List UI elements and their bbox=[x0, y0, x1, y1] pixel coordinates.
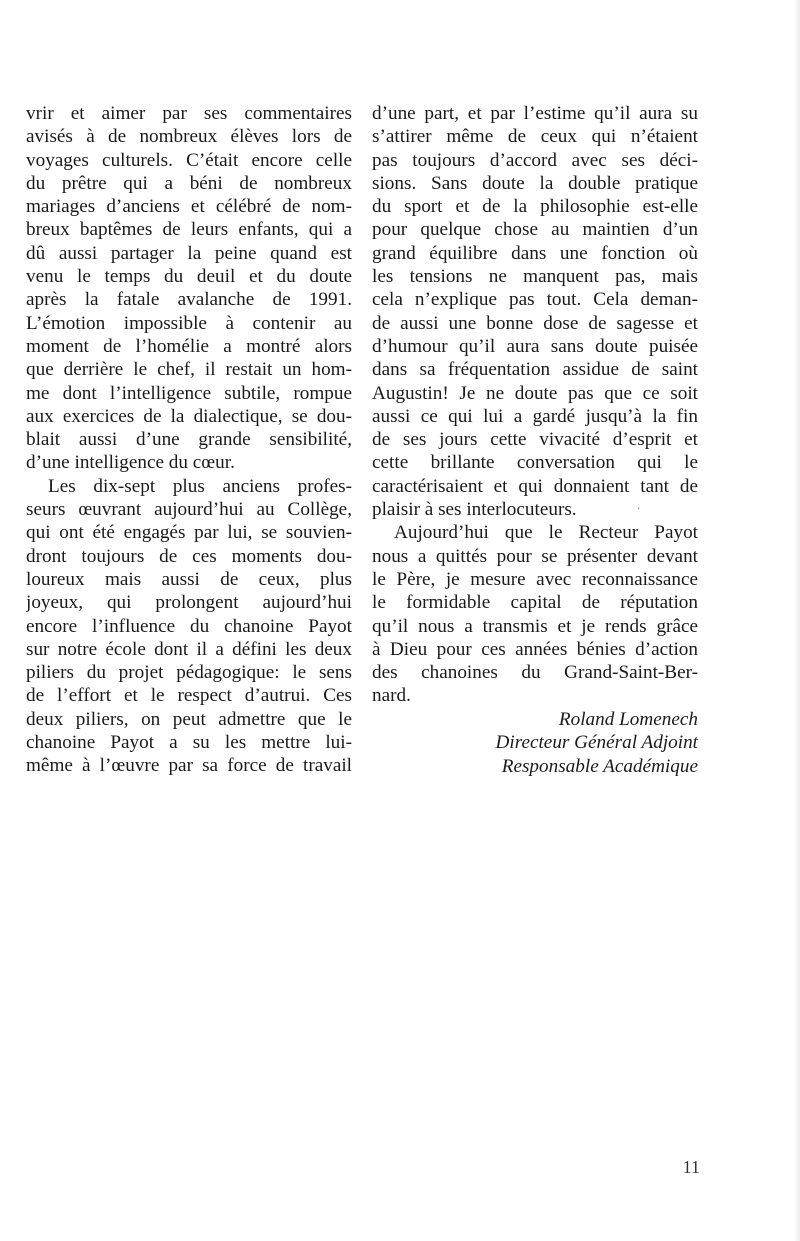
page-edge-shadow bbox=[794, 0, 800, 1241]
text-line: voyages culturels. C’était encore celle bbox=[26, 149, 352, 171]
text-line: moment de l’homélie a montré alors bbox=[26, 335, 352, 357]
signature-block bbox=[372, 708, 698, 778]
text-line: grand équilibre dans une fonction où bbox=[372, 242, 698, 264]
text-line: du sport et de la philosophie est-elle bbox=[372, 196, 698, 218]
signature-name: Roland Lomenech bbox=[558, 709, 698, 730]
text-line: venu le temps du deuil et du doute bbox=[26, 266, 352, 288]
text-line: de l’effort et le respect d’autrui. Ces bbox=[26, 685, 352, 707]
right-text-column bbox=[372, 102, 698, 708]
text-line: d’humour qu’il aura sans doute puisée bbox=[372, 335, 698, 357]
text-line: dû aussi partager la peine quand est bbox=[26, 242, 352, 264]
text-line: Augustin! Je ne doute pas que ce soit bbox=[372, 382, 698, 404]
text-line: dront toujours de ces moments dou- bbox=[26, 545, 352, 567]
text-line: encore l’influence du chanoine Payot bbox=[26, 615, 352, 637]
text-line: L’émotion impossible à contenir au bbox=[26, 312, 352, 334]
text-line: dans sa fréquentation assidue de saint bbox=[372, 359, 698, 381]
text-line: nard. bbox=[372, 685, 411, 707]
text-line: du prêtre qui a béni de nombreux bbox=[26, 172, 352, 194]
page-number: 11 bbox=[682, 1157, 700, 1177]
text-line: de ses jours cette vivacité d’esprit et bbox=[372, 429, 698, 451]
text-line: breux baptêmes de leurs enfants, qui a bbox=[26, 219, 352, 241]
text-line: deux piliers, on peut admettre que le bbox=[26, 708, 352, 730]
text-line: de aussi une bonne dose de sagesse et bbox=[372, 312, 698, 334]
signature-role: Responsable Académique bbox=[501, 755, 698, 777]
text-line: caractérisaient et qui donnaient tant de bbox=[372, 475, 698, 497]
text-line: aux exercices de la dialectique, se dou- bbox=[26, 405, 352, 427]
text-line: d’une part, et par l’estime qu’il aura su bbox=[372, 103, 698, 124]
text-line: sions. Sans doute la double pratique bbox=[372, 172, 698, 194]
text-line: seurs œuvrant aujourd’hui au Collège, bbox=[26, 499, 352, 521]
text-line: nous a quittés pour se présenter devant bbox=[372, 545, 698, 567]
text-line: plaisir à ses interlocuteurs. bbox=[372, 499, 577, 521]
text-line: sur notre école dont il a défini les deux bbox=[26, 638, 352, 660]
text-line: me dont l’intelligence subtile, rompue bbox=[26, 382, 352, 404]
text-line: vrir et aimer par ses commentaires bbox=[26, 103, 352, 124]
text-line: blait aussi d’une grande sensibilité, bbox=[26, 429, 352, 451]
scan-speck: ‘ bbox=[637, 506, 641, 517]
left-text-column bbox=[26, 102, 352, 778]
text-line: aussi ce qui lui a gardé jusqu’à la fin bbox=[372, 405, 698, 427]
text-line: Les dix-sept plus anciens profes- bbox=[48, 475, 352, 497]
text-line: chanoine Payot a su les mettre lui- bbox=[26, 732, 352, 754]
text-line: le Père, je mesure avec reconnaissance bbox=[372, 568, 698, 590]
text-line: mariages d’anciens et célébré de nom- bbox=[26, 196, 352, 218]
text-line: joyeux, qui prolongent aujourd’hui bbox=[26, 592, 352, 614]
text-line: que derrière le chef, il restait un hom- bbox=[26, 359, 352, 381]
text-line: pour quelque chose au maintien d’un bbox=[372, 219, 698, 241]
text-line: loureux mais aussi de ceux, plus bbox=[26, 568, 352, 590]
text-line: Aujourd’hui que le Recteur Payot bbox=[394, 522, 698, 544]
signature-title: Directeur Général Adjoint bbox=[495, 732, 698, 754]
text-line: cette brillante conversation qui le bbox=[372, 452, 698, 474]
text-line: après la fatale avalanche de 1991. bbox=[26, 289, 352, 311]
text-line: les tensions ne manquent pas, mais bbox=[372, 266, 698, 288]
text-line: cela n’explique pas tout. Cela deman- bbox=[372, 289, 698, 311]
text-line: des chanoines du Grand-Saint-Ber- bbox=[372, 662, 698, 684]
text-line: avisés à de nombreux élèves lors de bbox=[26, 126, 352, 148]
text-line: qu’il nous a transmis et je rends grâce bbox=[372, 615, 698, 637]
text-line: le formidable capital de réputation bbox=[372, 592, 698, 614]
text-line: s’attirer même de ceux qui n’étaient bbox=[372, 126, 698, 148]
text-line: piliers du projet pédagogique: le sens bbox=[26, 662, 352, 684]
text-line: pas toujours d’accord avec ses déci- bbox=[372, 149, 698, 171]
text-line: d’une intelligence du cœur. bbox=[26, 452, 235, 474]
text-line: qui ont été engagés par lui, se souvien- bbox=[26, 522, 352, 544]
text-line: même à l’œuvre par sa force de travail bbox=[26, 755, 352, 777]
text-line: à Dieu pour ces années bénies d’action bbox=[372, 638, 698, 660]
